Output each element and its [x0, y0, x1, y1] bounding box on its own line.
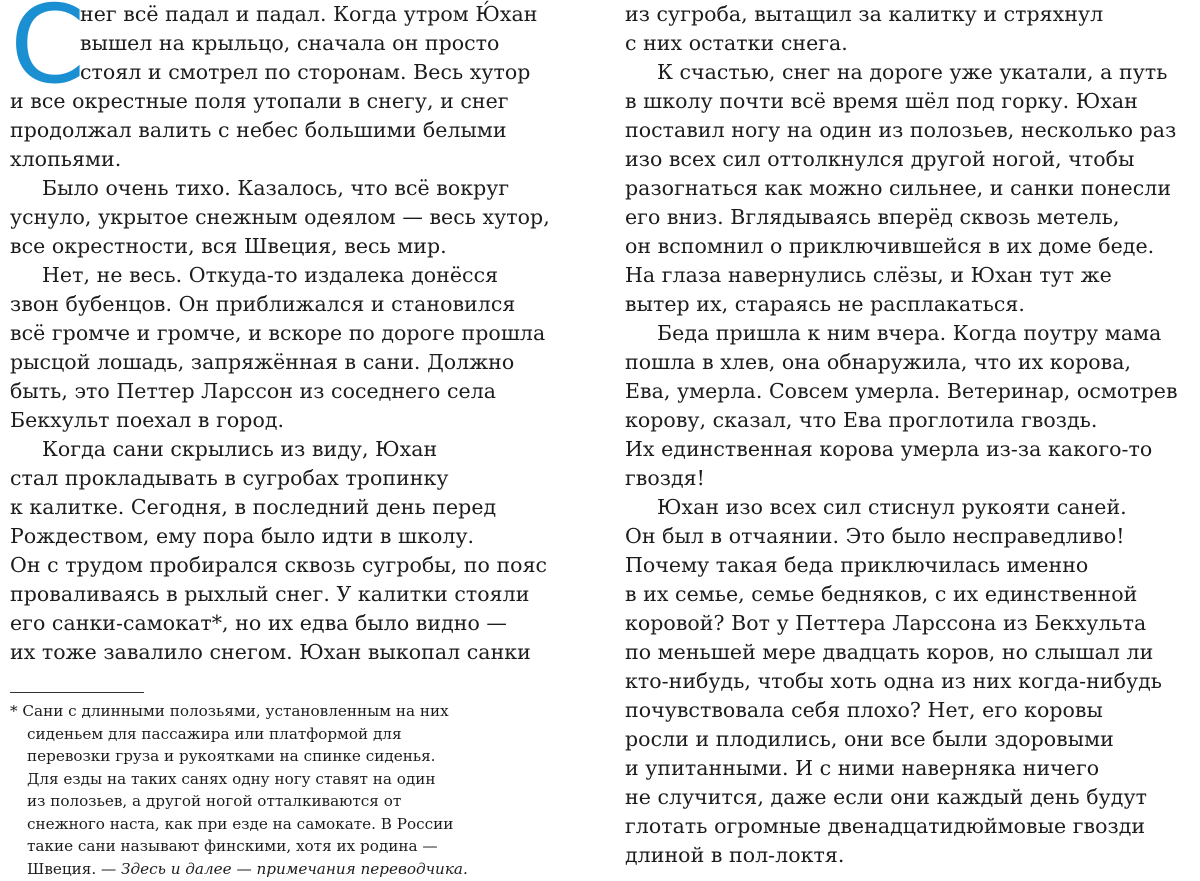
footnote-line: сиденьем для пассажира или платформой для	[27, 724, 402, 743]
text-line: его вниз. Вглядываясь вперёд сквозь метель,	[625, 205, 1120, 229]
text-line: рысцой лошадь, запряжённая в сани. Должно	[10, 350, 515, 374]
text-line: продолжал валить с небес большими белыми	[10, 118, 507, 142]
left-column	[10, 0, 585, 667]
footnote-line: Для езды на таких санях одну ногу ставят на один	[27, 769, 436, 788]
footnote-text	[10, 700, 570, 858]
text-line: из сугроба, вытащил за калитку и стряхнул	[625, 2, 1104, 26]
text-line: звон бубенцов. Он приближался и становился	[10, 292, 516, 316]
text-line: быть, это Петтер Ларссон из соседнего села	[10, 379, 497, 403]
text-line: Когда сани скрылись из виду, Юхан	[42, 437, 438, 461]
text-line: его санки-самокат*, но их едва было видно —	[10, 611, 507, 635]
text-line: вышел на крыльцо, сначала он просто	[80, 31, 500, 55]
text-line: Их единственная корова умерла из-за какого-то	[625, 437, 1153, 461]
text-line: корову, сказал, что Ева проглотила гвоздь.	[625, 408, 1098, 432]
right-column	[625, 0, 1197, 870]
text-line: Юхан изо всех сил стиснул рукояти саней.	[657, 495, 1127, 519]
text-line: пошла в хлев, она обнаружила, что их корова,	[625, 350, 1132, 374]
text-line: к калитке. Сегодня, в последний день перед	[10, 495, 497, 519]
footnote-last-plain: Швеция. —	[27, 859, 122, 878]
text-line: хлопьями.	[10, 147, 122, 171]
text-line: Почему такая беда приключилась именно	[625, 553, 1089, 577]
text-line: Беда пришла к ним вчера. Когда поутру мама	[657, 321, 1162, 345]
footnote-last-line	[10, 858, 570, 881]
footnote-line: такие сани называют финскими, хотя их родина —	[27, 837, 438, 855]
text-line: разогнаться как можно сильнее, и санки понесли	[625, 176, 1172, 200]
footnote-line: снежного наста, как при езде на самокате. В России	[27, 814, 454, 833]
text-line: гвоздя!	[625, 466, 705, 490]
text-line: Он с трудом пробирался сквозь сугробы, по пояс	[10, 553, 548, 577]
text-line: поставил ногу на один из полозьев, несколько раз	[625, 118, 1177, 142]
footnote-line: * Сани с длинными полозьями, установленным на них	[10, 702, 449, 720]
text-line: всё громче и громче, и вскоре по дороге прошла	[10, 321, 546, 345]
text-line: уснуло, укрытое снежным одеялом — весь хутор,	[10, 205, 550, 229]
text-line: все окрестности, вся Швеция, весь мир.	[10, 234, 447, 258]
text-line: Нет, не весь. Откуда-то издалека донёсся	[42, 263, 499, 287]
text-line: не случится, даже если они каждый день будут	[625, 785, 1147, 809]
text-line: по меньшей мере двадцать коров, но слышал ли	[625, 640, 1154, 664]
footnote	[10, 700, 570, 880]
text-line: Бекхульт поехал в город.	[10, 408, 285, 432]
text-line: Было очень тихо. Казалось, что всё вокруг	[42, 176, 510, 200]
text-line: Рождеством, ему пора было идти в школу.	[10, 524, 475, 548]
text-line: К счастью, снег на дороге уже укатали, а путь	[657, 60, 1168, 84]
text-line: На глаза навернулись слёзы, и Юхан тут же	[625, 263, 1112, 287]
text-line: вытер их, стараясь не расплакаться.	[625, 292, 1025, 316]
text-line: проваливаясь в рыхлый снег. У калитки стояли	[10, 582, 530, 606]
text-line: стал прокладывать в сугробах тропинку	[10, 466, 449, 490]
footnote-line: из полозьев, а другой ногой отталкиваются от	[27, 792, 402, 810]
right-column-text	[625, 0, 1197, 870]
text-line: изо всех сил оттолкнулся другой ногой, чтобы	[625, 147, 1135, 171]
text-line: он вспомнил о приключившейся в их доме беде.	[625, 234, 1155, 258]
text-line: их тоже завалило снегом. Юхан выкопал санки	[10, 640, 531, 664]
text-line: стоял и смотрел по сторонам. Весь хутор	[80, 60, 531, 84]
drop-cap: С	[10, 0, 86, 108]
text-line: и все окрестные поля утопали в снегу, и снег	[10, 89, 509, 113]
text-line: кто-нибудь, чтобы хоть одна из них когда-нибудь	[625, 669, 1162, 693]
text-line: нег всё падал и падал. Когда утром Ю́хан	[80, 2, 538, 26]
text-line: Ева, умерла. Совсем умерла. Ветеринар, осмотрев	[625, 379, 1178, 403]
left-column-text	[10, 0, 585, 667]
footnote-line: перевозки груза и рукоятками на спинке сиденья.	[27, 747, 436, 765]
text-line: Он был в отчаянии. Это было несправедливо!	[625, 524, 1125, 548]
text-line: глотать огромные двенадцатидюймовые гвозди	[625, 814, 1146, 838]
text-line: и упитанными. И с ними наверняка ничего	[625, 756, 1100, 780]
text-line: с них остатки снега.	[625, 31, 848, 55]
footnote-rule	[10, 692, 144, 693]
text-line: в их семье, семье бедняков, с их единственной	[625, 582, 1138, 606]
text-line: коровой? Вот у Петтера Ларссона из Бекхульта	[625, 611, 1147, 635]
text-line: почувствовала себя плохо? Нет, его коровы	[625, 698, 1103, 722]
text-line: росли и плодились, они все были здоровыми	[625, 727, 1114, 751]
footnote-translator-note: Здесь и далее — примечания переводчика.	[121, 859, 468, 878]
text-line: длиной в пол-локтя.	[625, 843, 845, 867]
text-line: в школу почти всё время шёл под горку. Юхан	[625, 89, 1138, 113]
